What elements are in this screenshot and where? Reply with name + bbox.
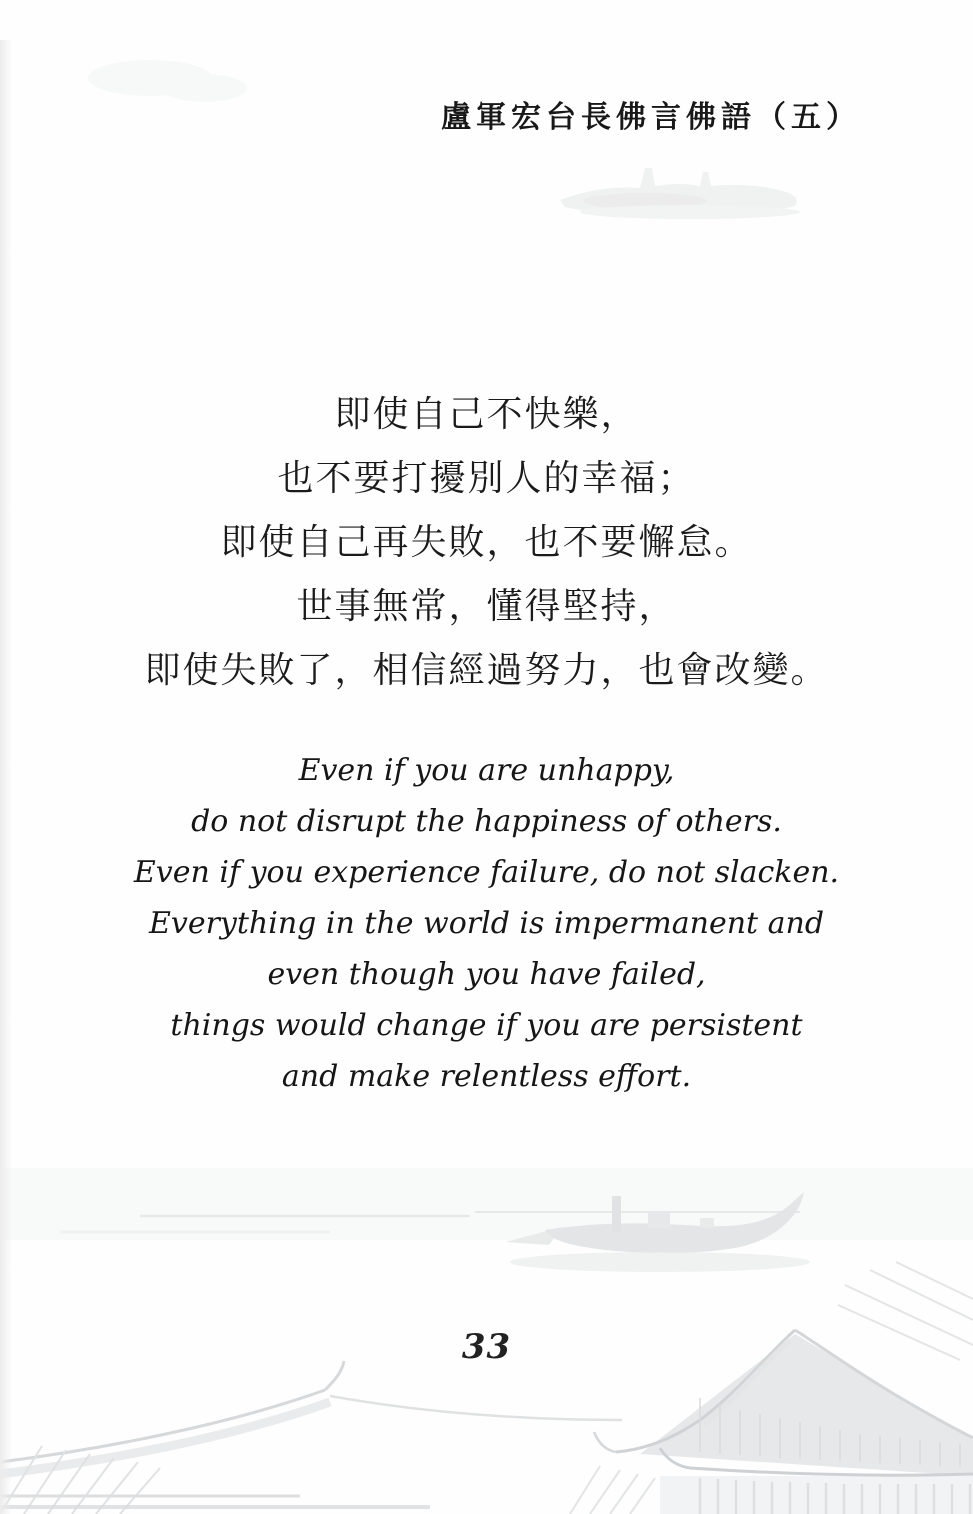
- english-line: Even if you are unhappy,: [298, 753, 675, 788]
- chinese-line: 世事無常，懂得堅持，: [296, 586, 677, 626]
- chinese-line: 即使失敗了，相信經過努力，也會改變。: [144, 650, 829, 690]
- english-line: even though you have failed,: [267, 957, 706, 992]
- chinese-line: 即使自己再失敗，也不要懈怠。: [220, 522, 753, 562]
- temple-roof-right-icon: [570, 1262, 973, 1514]
- page-header-title: 盧軍宏台長佛言佛語（五）: [441, 101, 861, 134]
- temple-roof-left-icon: [0, 1361, 622, 1514]
- english-line: things would change if you are persistent: [170, 1008, 803, 1043]
- english-line: Even if you experience failure, do not slacken.: [133, 855, 840, 890]
- cloud-icon: [88, 60, 247, 102]
- english-line: and make relentless effort.: [281, 1059, 692, 1094]
- english-line: do not disrupt the happiness of others.: [191, 804, 782, 839]
- chinese-verse: [0, 382, 973, 702]
- english-line: Everything in the world is impermanent and: [148, 906, 825, 941]
- distant-boat-icon: [560, 168, 800, 219]
- english-translation: [0, 745, 973, 1102]
- page-number: 33: [461, 1327, 512, 1367]
- chinese-line: 也不要打擾別人的幸福；: [277, 458, 696, 498]
- chinese-line: 即使自己不快樂，: [334, 394, 639, 434]
- water-surface: [0, 1168, 973, 1240]
